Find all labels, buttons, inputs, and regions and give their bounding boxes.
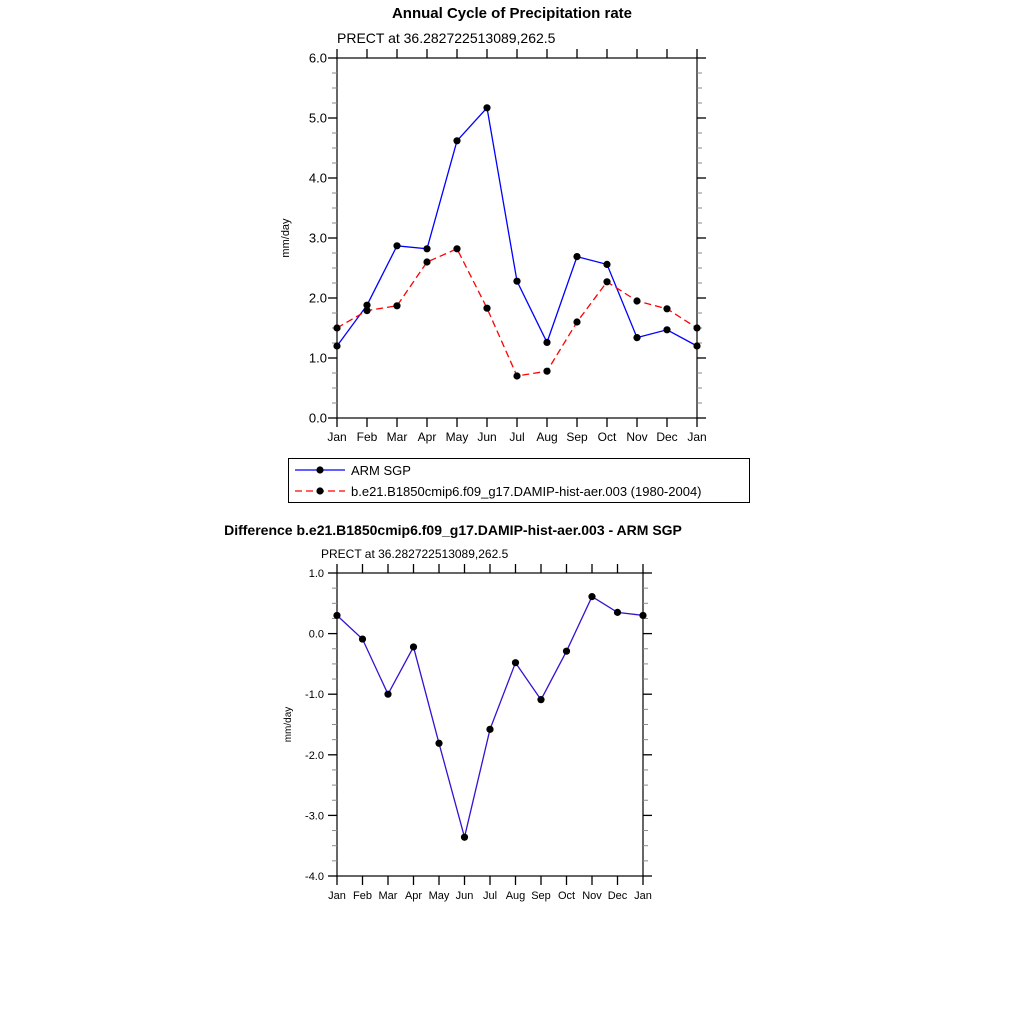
data-point-marker [512,659,519,666]
data-point-marker [363,307,370,314]
month-label: Sep [566,430,588,444]
month-label: Oct [557,890,576,902]
data-point-marker [483,104,490,111]
month-label: Nov [582,890,602,902]
month-label: Jun [477,430,497,444]
month-label: Feb [353,890,372,902]
plot-frame [337,58,697,418]
data-point-marker [603,278,610,285]
month-label: Oct [597,430,617,444]
month-label: Dec [607,890,628,902]
data-point-marker [588,593,595,600]
y-tick-label: 1.0 [308,567,324,580]
y-axis-label: mm/day [280,218,292,258]
month-label: Apr [417,430,437,444]
legend-row-model [289,481,749,502]
data-point-marker [563,648,570,655]
month-label: May [428,890,450,902]
month-label: Dec [656,430,678,444]
series-line-difference [337,597,643,838]
data-point-marker [693,342,700,349]
data-point-marker [410,643,417,650]
series-line-arm-sgp [337,108,697,346]
data-point-marker [603,261,610,268]
data-point-marker [663,326,670,333]
data-point-marker [486,726,493,733]
month-label: Mar [386,430,408,444]
y-tick-label: 5.0 [308,110,327,126]
y-tick-label: -4.0 [305,870,324,883]
legend-box [288,458,750,503]
data-point-marker [513,278,520,285]
month-label: Jun [455,890,474,902]
data-point-marker [513,372,520,379]
data-point-marker [461,834,468,841]
data-point-marker [543,339,550,346]
month-label: Jul [482,890,498,902]
legend-line-sample-dashed-icon [293,484,347,498]
data-point-marker [543,368,550,375]
month-label: Feb [356,430,378,444]
legend-row-arm-sgp [289,460,749,481]
y-tick-label: -3.0 [305,810,324,823]
y-axis-label: mm/day [283,706,294,743]
month-label: Apr [404,890,423,902]
y-tick-label: 0.0 [308,410,327,426]
data-point-marker [573,318,580,325]
month-label: Jan [687,430,707,444]
legend-label-arm-sgp: ARM SGP [351,462,411,478]
series-line-b-e21-b1850cmip6-f09-g17 [337,249,697,376]
month-label: Jan [634,890,652,902]
month-label: Sep [531,890,551,902]
bottom-chart-title: Difference b.e21.B1850cmip6.f09_g17.DAMIP-hist-aer.003 - ARM SGP [224,522,682,538]
data-point-marker [423,258,430,265]
y-tick-label: 4.0 [308,170,327,186]
data-point-marker [663,305,670,312]
month-label: Nov [626,430,648,444]
data-point-marker [453,137,460,144]
bottom-chart-subtitle: PRECT at 36.282722513089,262.5 [321,547,509,561]
y-tick-label: 1.0 [308,350,327,366]
y-tick-label: 0.0 [308,628,324,641]
data-point-marker [359,635,366,642]
top-chart-title: Annual Cycle of Precipitation rate [391,5,633,22]
legend-line-sample-solid-icon [293,463,347,477]
plot-frame [337,573,643,876]
month-label: Aug [536,430,558,444]
data-point-marker [435,740,442,747]
data-point-marker [333,324,340,331]
month-label: Mar [378,890,398,902]
data-point-marker [483,305,490,312]
y-tick-label: 3.0 [308,230,327,246]
month-label: May [445,430,469,444]
data-point-marker [537,696,544,703]
month-label: Aug [505,890,526,902]
data-point-marker [693,324,700,331]
data-point-marker [384,691,391,698]
data-point-marker [453,245,460,252]
y-tick-label: -2.0 [305,749,324,762]
month-label: Jan [328,890,346,902]
top-chart-subtitle: PRECT at 36.282722513089,262.5 [337,30,556,46]
data-point-marker [393,242,400,249]
y-tick-label: 2.0 [308,290,327,306]
month-label: Jan [327,430,347,444]
data-point-marker [333,612,340,619]
data-point-marker [573,253,580,260]
data-point-marker [423,245,430,252]
y-tick-label: -1.0 [305,689,324,702]
data-point-marker [333,342,340,349]
legend-label-model: b.e21.B1850cmip6.f09_g17.DAMIP-hist-aer.003 (1980-2004) [351,483,702,499]
data-point-marker [614,609,621,616]
month-label: Jul [509,430,525,444]
data-point-marker [633,297,640,304]
data-point-marker [393,302,400,309]
y-tick-label: 6.0 [308,50,327,66]
data-point-marker [633,334,640,341]
data-point-marker [639,612,646,619]
